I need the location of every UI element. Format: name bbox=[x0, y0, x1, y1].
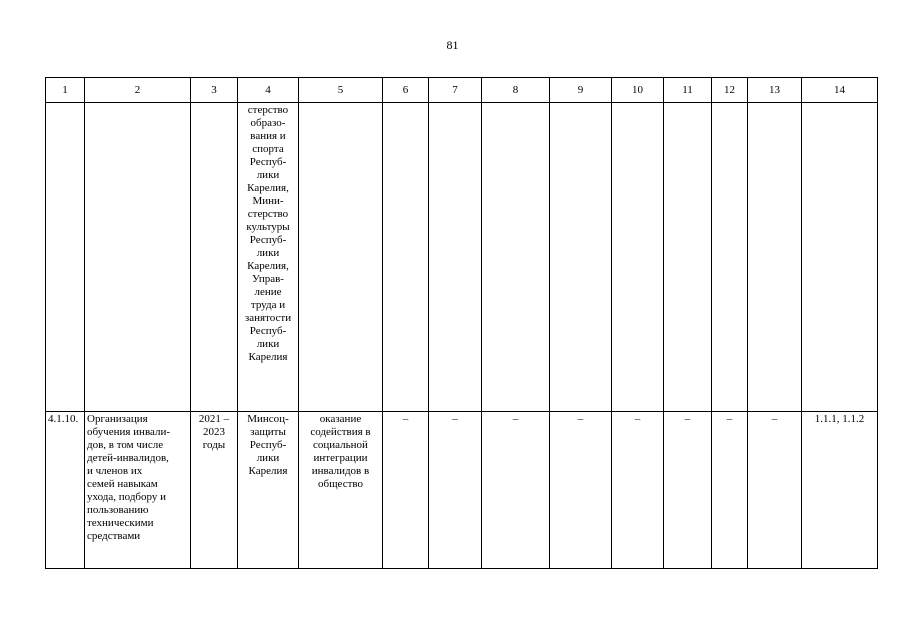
column-header-14: 14 bbox=[802, 78, 878, 103]
table-cell-responsible: стерство образо- вания и спорта Респуб- лики Карелия, Мини- стерство культуры Респуб- лики Карелия, Управ- ление труда и занятости Респуб- лики Карелия bbox=[238, 103, 299, 412]
column-header-7: 7 bbox=[429, 78, 482, 103]
table-cell: – bbox=[748, 412, 802, 569]
table-cell bbox=[299, 103, 383, 412]
table-cell: – bbox=[429, 412, 482, 569]
table-cell: – bbox=[712, 412, 748, 569]
column-header-12: 12 bbox=[712, 78, 748, 103]
column-header-4: 4 bbox=[238, 78, 299, 103]
table-cell bbox=[191, 103, 238, 412]
table-cell bbox=[664, 103, 712, 412]
table-cell bbox=[712, 103, 748, 412]
column-header-9: 9 bbox=[550, 78, 612, 103]
table-row bbox=[46, 412, 878, 569]
table-cell: – bbox=[482, 412, 550, 569]
column-header-8: 8 bbox=[482, 78, 550, 103]
page-number: 81 bbox=[446, 38, 459, 52]
table-cell bbox=[383, 103, 429, 412]
table-cell-activity: Организация обучения инвали- дов, в том числе детей-инвалидов, и членов их семей навыкам ухода, подбору и пользованию техническими средствами bbox=[85, 412, 191, 569]
table-cell bbox=[46, 103, 85, 412]
column-header-10: 10 bbox=[612, 78, 664, 103]
table-cell: – bbox=[550, 412, 612, 569]
table-cell bbox=[482, 103, 550, 412]
table-cell: – bbox=[383, 412, 429, 569]
table-cell bbox=[550, 103, 612, 412]
table-cell bbox=[802, 103, 878, 412]
column-header-13: 13 bbox=[748, 78, 802, 103]
table-cell-responsible: Минсоц- защиты Респуб- лики Карелия bbox=[238, 412, 299, 569]
table-cell-result: оказание содействия в социальной интеграции инвалидов в общество bbox=[299, 412, 383, 569]
table-header-row bbox=[46, 78, 878, 103]
column-header-6: 6 bbox=[383, 78, 429, 103]
table-cell bbox=[612, 103, 664, 412]
program-table bbox=[45, 77, 878, 569]
table-cell bbox=[85, 103, 191, 412]
column-header-5: 5 bbox=[299, 78, 383, 103]
table-cell: – bbox=[664, 412, 712, 569]
table-cell-indicators: 1.1.1, 1.1.2 bbox=[802, 412, 878, 569]
table-cell bbox=[748, 103, 802, 412]
table-cell: – bbox=[612, 412, 664, 569]
column-header-2: 2 bbox=[85, 78, 191, 103]
column-header-3: 3 bbox=[191, 78, 238, 103]
table-cell bbox=[429, 103, 482, 412]
column-header-11: 11 bbox=[664, 78, 712, 103]
table-cell-number: 4.1.10. bbox=[46, 412, 85, 569]
table-cell-period: 2021 – 2023 годы bbox=[191, 412, 238, 569]
table-row bbox=[46, 103, 878, 412]
column-header-1: 1 bbox=[46, 78, 85, 103]
